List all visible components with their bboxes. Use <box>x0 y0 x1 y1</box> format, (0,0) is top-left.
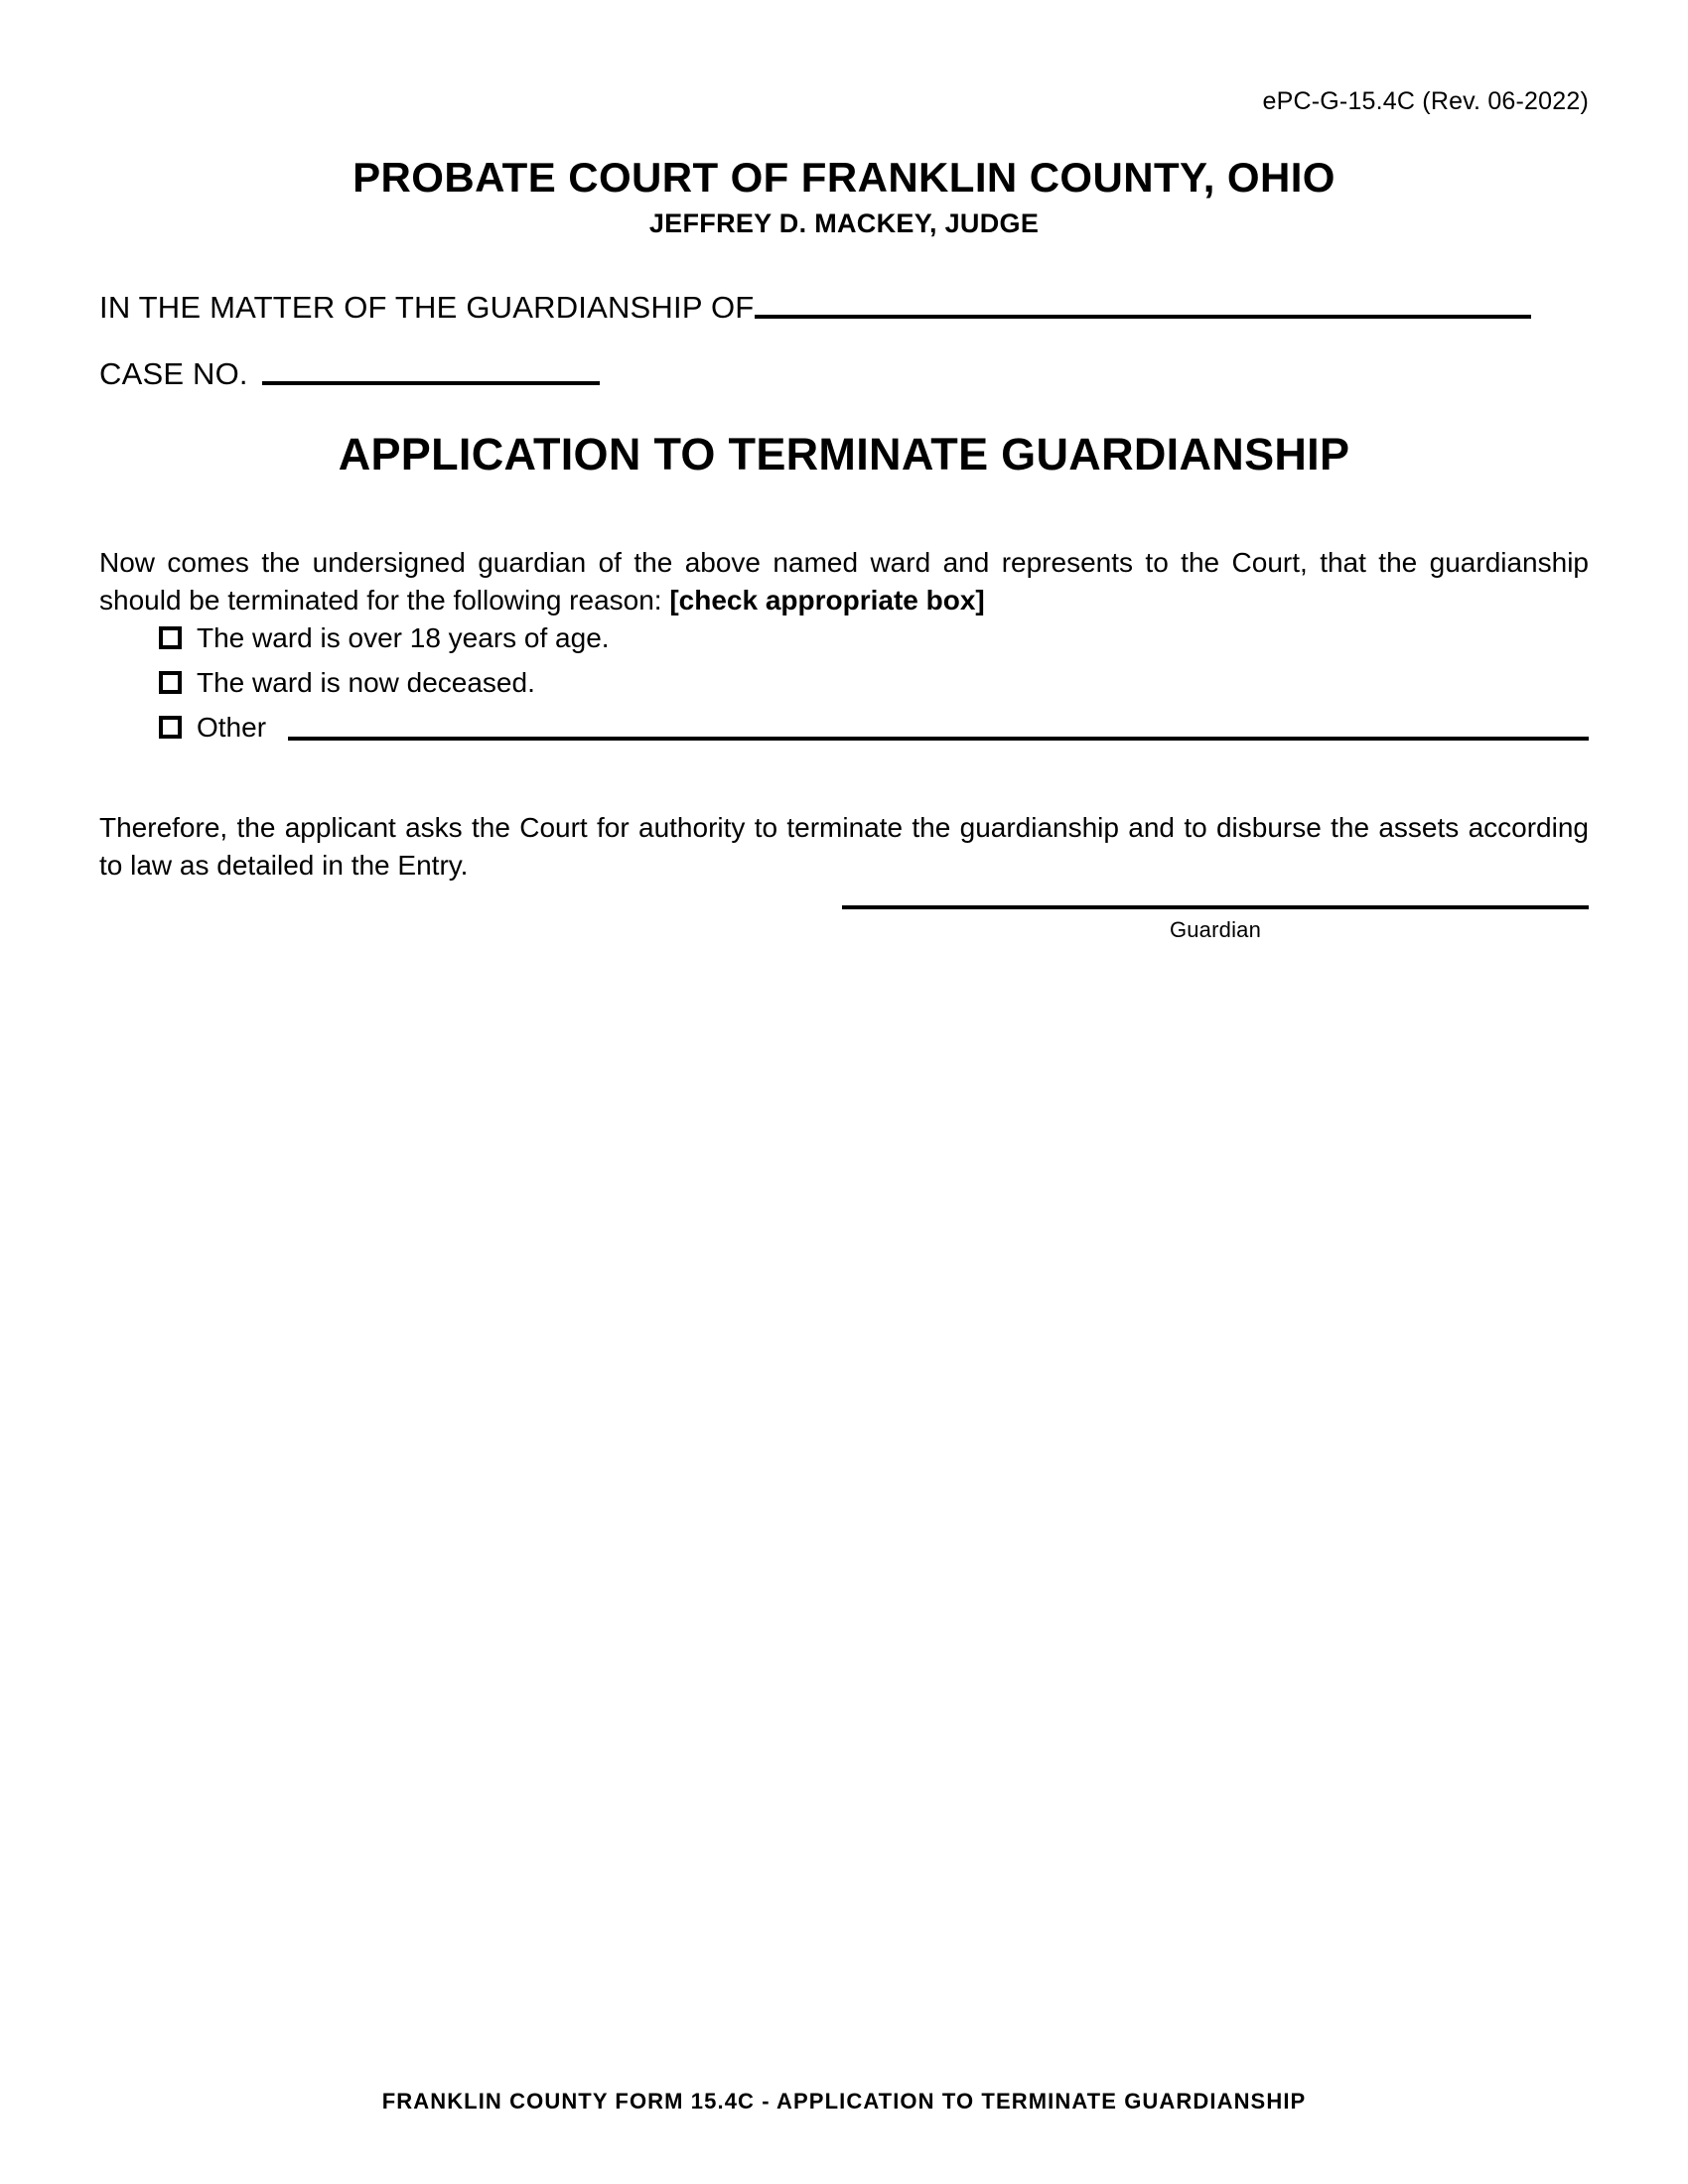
revision-code: ePC-G-15.4C (Rev. 06-2022) <box>1262 87 1589 115</box>
reason-option-over-18[interactable] <box>159 615 1589 660</box>
closing-paragraph: Therefore, the applicant asks the Court for authority to terminate the guardianship and to disburse the assets according to law as detailed in the Entry. <box>99 812 1589 881</box>
reason-checklist <box>159 615 1589 750</box>
intro-paragraph-text: Now comes the undersigned guardian of the above named ward and represents to the Court, that the guardianship should be terminated for the following reason: <box>99 547 1589 615</box>
reason-option-other[interactable] <box>159 705 1589 750</box>
checkbox-icon[interactable] <box>159 671 182 694</box>
check-appropriate-box-emphasis: [check appropriate box] <box>669 585 985 615</box>
checkbox-icon[interactable] <box>159 626 182 649</box>
guardianship-matter-label: IN THE MATTER OF THE GUARDIANSHIP OF <box>99 290 755 325</box>
checkbox-icon[interactable] <box>159 716 182 739</box>
page-footer: FRANKLIN COUNTY FORM 15.4C - APPLICATION TO TERMINATE GUARDIANSHIP <box>381 2089 1307 2114</box>
other-reason-input[interactable] <box>288 737 1589 741</box>
guardian-signature-input[interactable] <box>842 905 1589 909</box>
signature-block <box>842 905 1589 943</box>
reason-option-deceased[interactable] <box>159 660 1589 705</box>
intro-paragraph <box>99 544 1589 619</box>
reason-option-label: The ward is over 18 years of age. <box>197 621 610 653</box>
reason-option-label: The ward is now deceased. <box>197 666 535 698</box>
judge-name-heading: JEFFREY D. MACKEY, JUDGE <box>648 208 1040 238</box>
case-number-label: CASE NO. <box>99 356 248 391</box>
guardianship-matter-input[interactable] <box>755 315 1531 319</box>
page-title: APPLICATION TO TERMINATE GUARDIANSHIP <box>338 429 1350 479</box>
guardian-signature-caption: Guardian <box>1169 917 1262 942</box>
court-name-heading: PROBATE COURT OF FRANKLIN COUNTY, OHIO <box>352 154 1336 201</box>
case-number-row <box>99 358 1589 389</box>
case-number-input[interactable] <box>262 381 600 385</box>
reason-option-label: Other <box>197 711 267 743</box>
guardianship-matter-row <box>99 292 1589 323</box>
